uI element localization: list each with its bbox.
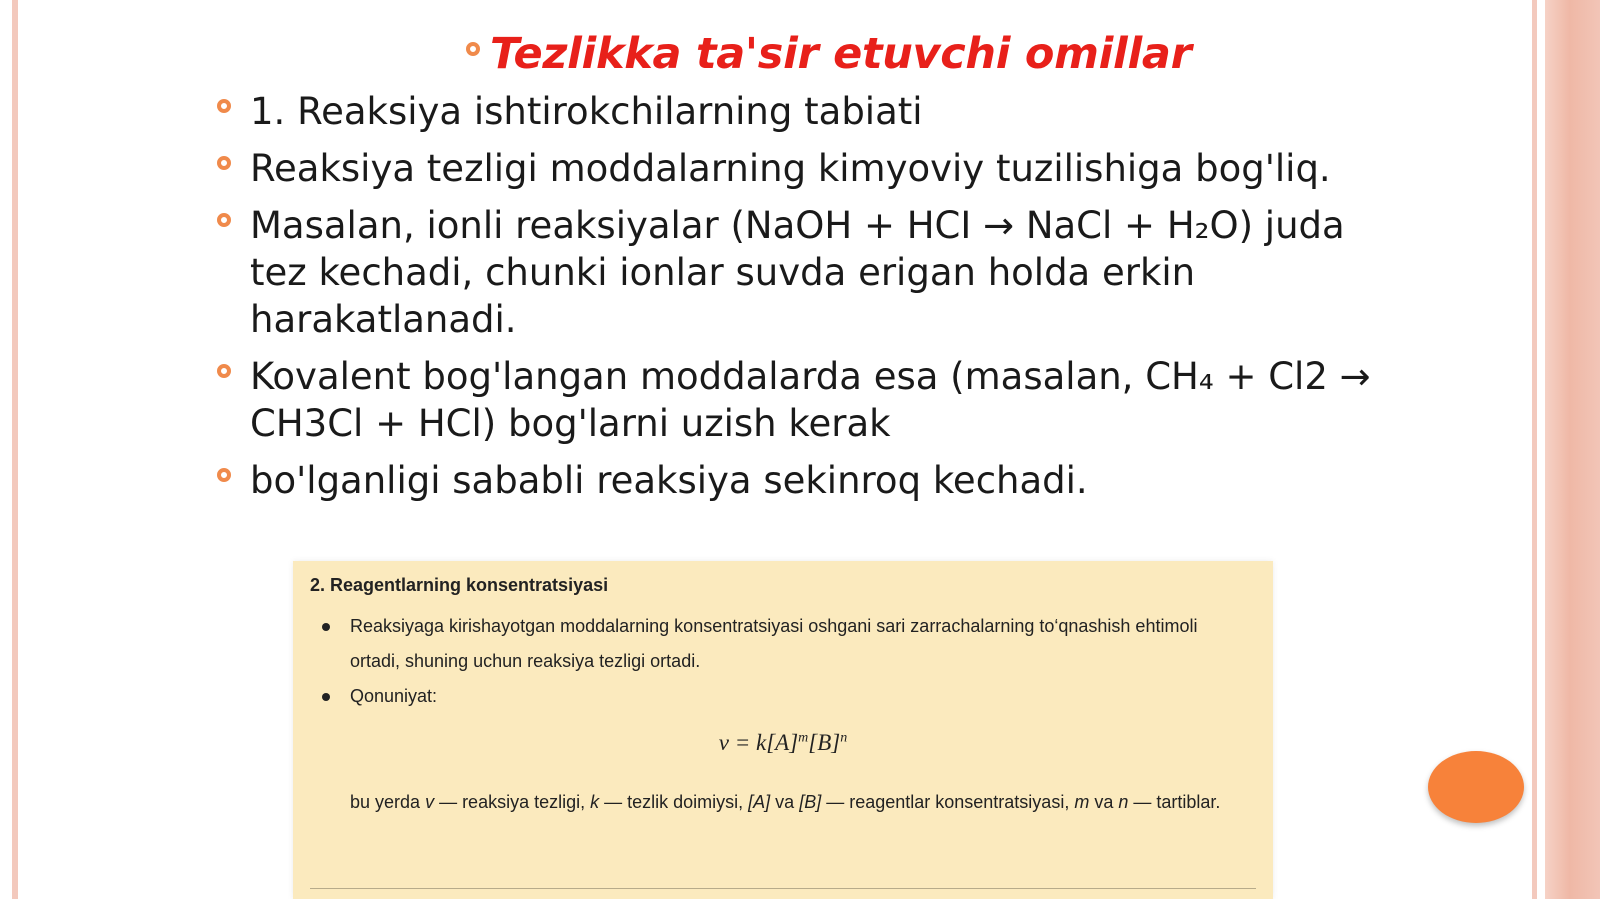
bullet-list bbox=[215, 88, 1385, 514]
ring-bullet-icon bbox=[217, 468, 231, 482]
card-item-text: Reaksiyaga kirishayotgan moddalarning konsentratsiyasi oshgani sari zarrachalarning to‘qnashish ehtimoli ortadi, shuning uchun reaksiya tezligi ortadi. bbox=[350, 616, 1198, 671]
slide-title: Tezlikka ta'sir etuvchi omillar bbox=[490, 29, 1192, 79]
card-item-text: Qonuniyat: bbox=[350, 686, 438, 706]
explain-text: bu yerda bbox=[350, 792, 426, 812]
rate-law-formula bbox=[293, 730, 1273, 756]
card-list-item bbox=[310, 609, 1240, 679]
formula-lhs: v = k[A] bbox=[718, 730, 799, 755]
bullet-text: Reaksiya tezligi moddalarning kimyoviy tuzilishiga bog'liq. bbox=[250, 147, 1331, 190]
explain-text: — tezlik doimiysi, bbox=[599, 792, 749, 812]
bullet-item bbox=[215, 145, 1385, 192]
bullet-item bbox=[215, 353, 1385, 447]
card-list-item bbox=[310, 679, 1240, 714]
bullet-item bbox=[215, 202, 1385, 343]
bullet-item bbox=[215, 457, 1385, 504]
formula-mid: [B] bbox=[808, 730, 841, 755]
slide-title-row bbox=[466, 24, 1192, 84]
card-bullet-list bbox=[310, 609, 1240, 714]
formula-exp-m: m bbox=[798, 730, 809, 746]
explain-text: va bbox=[1089, 792, 1119, 812]
bullet-text: 1. Reaksiya ishtirokchilarning tabiati bbox=[250, 90, 923, 133]
bullet-dot-icon bbox=[322, 623, 330, 631]
explain-var: m bbox=[1074, 792, 1090, 812]
bullet-item bbox=[215, 88, 1385, 135]
explain-text: — reagentlar konsentratsiyasi, bbox=[821, 792, 1075, 812]
ring-bullet-icon bbox=[217, 156, 231, 170]
card-heading: 2. Reagentlarning konsentratsiyasi bbox=[310, 575, 609, 595]
right-frame-band bbox=[1545, 0, 1600, 899]
right-frame-line bbox=[1532, 0, 1537, 899]
ring-bullet-icon bbox=[217, 364, 231, 378]
explain-var: [B] bbox=[799, 792, 822, 812]
explain-var: n bbox=[1118, 792, 1129, 812]
ring-bullet-icon bbox=[466, 42, 480, 56]
explain-var: v bbox=[425, 792, 435, 812]
bullet-text: Masalan, ionli reaksiyalar (NaOH + HCI → NaCl + H₂O) juda tez kechadi, chunki ionlar suvda erigan holda erkin harakatlanadi. bbox=[250, 204, 1345, 341]
formula-exp-n: n bbox=[840, 730, 848, 746]
formula-explanation bbox=[350, 785, 1230, 820]
ring-bullet-icon bbox=[217, 213, 231, 227]
embedded-screenshot-card bbox=[293, 561, 1273, 899]
explain-var: [A] bbox=[748, 792, 771, 812]
explain-text: va bbox=[770, 792, 800, 812]
explain-text: — tartiblar. bbox=[1128, 792, 1221, 812]
explain-text: — reaksiya tezligi, bbox=[434, 792, 591, 812]
orange-circle-decoration bbox=[1428, 751, 1524, 823]
card-divider bbox=[310, 888, 1256, 889]
bullet-text: bo'lganligi sababli reaksiya sekinroq kechadi. bbox=[250, 459, 1088, 502]
left-frame-border bbox=[12, 0, 18, 899]
bullet-text: Kovalent bog'langan moddalarda esa (masalan, CH₄ + Cl2 → CH3Cl + HCl) bog'larni uzish kerak bbox=[250, 355, 1371, 445]
ring-bullet-icon bbox=[217, 99, 231, 113]
bullet-dot-icon bbox=[322, 693, 330, 701]
explain-var: k bbox=[590, 792, 600, 812]
